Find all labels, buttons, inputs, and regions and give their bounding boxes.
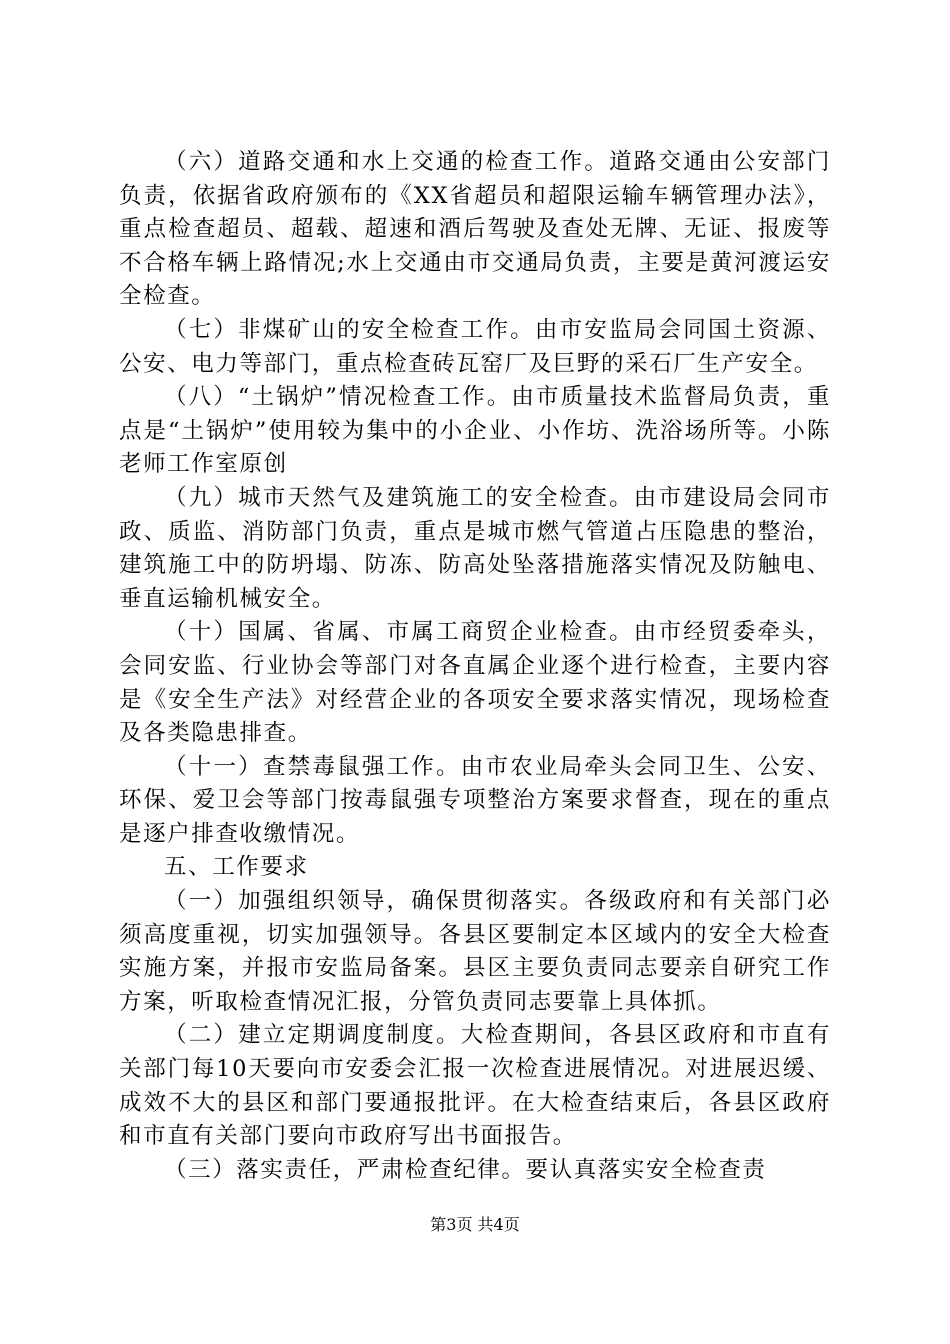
paragraph-enterprise-inspection: （十）国属、省属、市属工商贸企业检查。由市经贸委牵头，会同安监、行业协会等部门对各直属企业逐个进行检查，主要内容是《安全生产法》对经营企业的各项安全要求落实情况，现场检查及各类隐患排查。 [119,619,831,747]
paragraph-rat-poison-ban: （十一）查禁毒鼠强工作。由市农业局牵头会同卫生、公安、环保、爱卫会等部门按毒鼠强专项整治方案要求督查，现在的重点是逐户排查收缴情况。 [119,753,831,847]
paragraph-boiler-inspection: （八）“土锅炉”情况检查工作。由市质量技术监督局负责，重点是“土锅炉”使用较为集中的小企业、小作坊、洗浴场所等。小陈老师工作室原创 [119,384,831,478]
paragraph-road-water-traffic: （六）道路交通和水上交通的检查工作。道路交通由公安部门负责，依据省政府颁布的《XX省超员和超限运输车辆管理办法》，重点检查超员、超载、超速和酒后驾驶及查处无牌、无证、报废等不合格车辆上路情况;水上交通由市交通局负责，主要是黄河渡运安全检查。 [119,149,831,310]
document-body [119,146,831,1187]
page-number-footer: 第3页 共4页 [430,1215,520,1234]
section-heading-work-requirements: 五、工作要求 [164,854,309,881]
paragraph-organization-leadership: （一）加强组织领导，确保贯彻落实。各级政府和有关部门必须高度重视，切实加强领导。各县区要制定本区域内的安全大检查实施方案，并报市安监局备案。县区主要负责同志要亲自研究工作方案，听取检查情况汇报，分管负责同志要靠上具体抓。 [119,888,831,1015]
paragraph-non-coal-mines: （七）非煤矿山的安全检查工作。由市安监局会同国土资源、公安、电力等部门，重点检查砖瓦窑厂及巨野的采石厂生产安全。 [119,316,831,377]
paragraph-scheduling-system: （二）建立定期调度制度。大检查期间，各县区政府和市直有关部门每10天要向市安委会汇报一次检查进展情况。对进展迟缓、成效不大的县区和部门要通报批评。在大检查结束后，各县区政府和市直有关部门要向市政府写出书面报告。 [119,1022,831,1150]
paragraph-responsibility-discipline: （三）落实责任，严肃检查纪律。要认真落实安全检查责 [164,1156,767,1183]
paragraph-gas-construction: （九）城市天然气及建筑施工的安全检查。由市建设局会同市政、质监、消防部门负责，重点是城市燃气管道占压隐患的整治，建筑施工中的防坍塌、防冻、防高处坠落措施落实情况及防触电、垂直运输机械安全。 [119,484,831,612]
